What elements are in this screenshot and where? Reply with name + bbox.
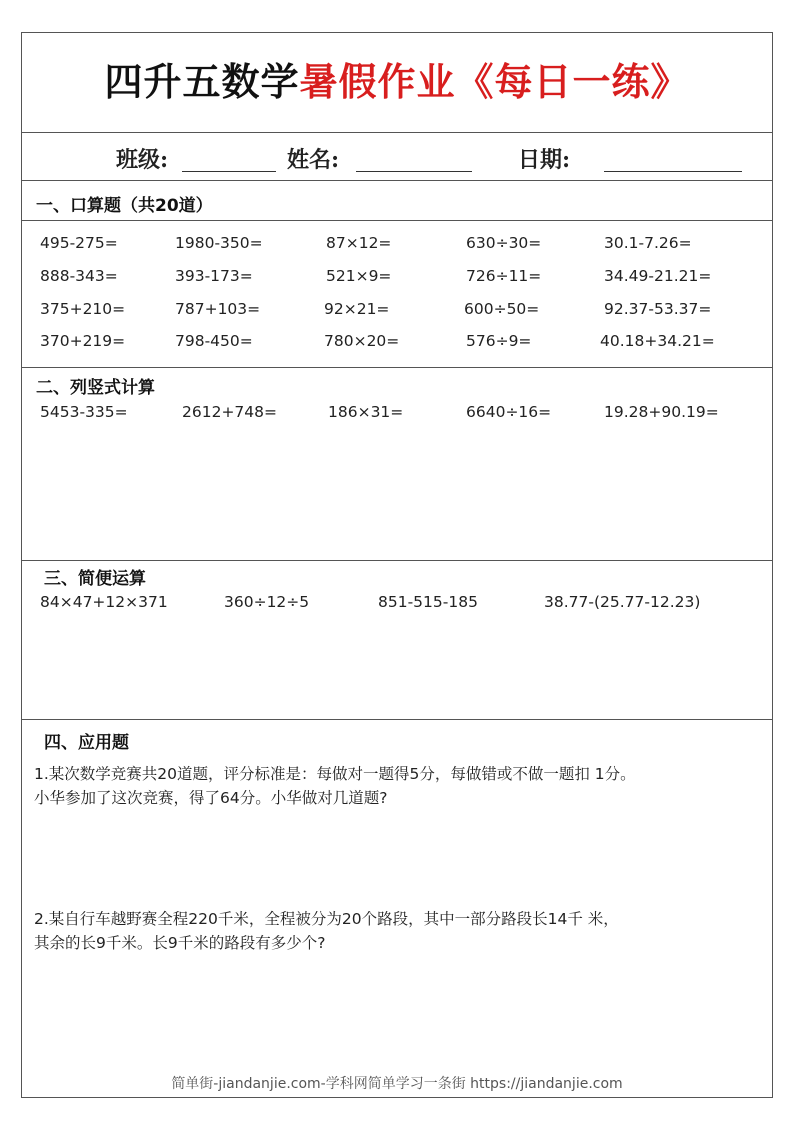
divider <box>22 560 772 561</box>
oral-calc-item: 87×12= <box>326 234 392 252</box>
oral-calc-item: 798-450= <box>175 332 253 350</box>
name-label: 姓名: <box>287 147 340 173</box>
oral-calc-item: 375+210= <box>40 300 126 318</box>
oral-calc-item: 780×20= <box>324 332 400 350</box>
oral-calc-item: 34.49-21.21= <box>604 267 712 285</box>
simplified-calc-item: 84×47+12×371 <box>40 593 168 611</box>
oral-calc-item: 521×9= <box>326 267 392 285</box>
name-blank[interactable] <box>356 171 472 172</box>
oral-calc-item: 30.1-7.26= <box>604 234 692 252</box>
date-label: 日期: <box>518 147 571 173</box>
oral-calc-item: 393-173= <box>175 267 253 285</box>
problem-text-line: 其余的长9千米。长9千米的路段有多少个? <box>34 934 326 952</box>
oral-calc-item: 726÷11= <box>466 267 542 285</box>
class-blank[interactable] <box>182 171 276 172</box>
divider <box>22 367 772 368</box>
oral-calc-item: 600÷50= <box>464 300 540 318</box>
section-1-title: 一、口算题（共20道） <box>36 196 213 216</box>
worksheet-title <box>22 51 772 106</box>
oral-calc-item: 576÷9= <box>466 332 532 350</box>
student-info-row <box>22 133 772 179</box>
worksheet <box>21 32 773 1098</box>
vertical-calc-item: 19.28+90.19= <box>604 403 719 421</box>
oral-calc-item: 370+219= <box>40 332 126 350</box>
oral-calc-item: 630÷30= <box>466 234 542 252</box>
section-4-title: 四、应用题 <box>44 733 129 753</box>
problem-text-line: 2.某自行车越野赛全程220千米，全程被分为20个路段，其中一部分路段长14千 米， <box>34 910 619 928</box>
oral-calc-item: 92.37-53.37= <box>604 300 712 318</box>
problem-text-line: 小华参加了这次竞赛，得了64分。小华做对几道题? <box>34 789 388 807</box>
oral-calc-item: 787+103= <box>175 300 261 318</box>
oral-calc-item: 495-275= <box>40 234 118 252</box>
oral-calc-item: 888-343= <box>40 267 118 285</box>
oral-calc-item: 1980-350= <box>175 234 263 252</box>
divider <box>22 220 772 221</box>
title-main: 四升五数学 <box>104 60 300 104</box>
problem-text-line: 1.某次数学竞赛共20道题，评分标准是：每做对一题得5分，每做错或不做一题扣 1分。 <box>34 765 636 783</box>
vertical-calc-item: 5453-335= <box>40 403 128 421</box>
oral-calc-item: 40.18+34.21= <box>600 332 715 350</box>
section-3-title: 三、简便运算 <box>44 569 146 589</box>
divider <box>22 180 772 181</box>
divider <box>22 719 772 720</box>
simplified-calc-item: 38.77-(25.77-12.23) <box>544 593 701 611</box>
vertical-calc-item: 6640÷16= <box>466 403 552 421</box>
vertical-calc-item: 2612+748= <box>182 403 278 421</box>
vertical-calc-item: 186×31= <box>328 403 404 421</box>
class-label: 班级: <box>116 147 169 173</box>
oral-calc-item: 92×21= <box>324 300 390 318</box>
date-blank[interactable] <box>604 171 742 172</box>
word-problem-1 <box>34 762 774 810</box>
simplified-calc-item: 360÷12÷5 <box>224 593 310 611</box>
word-problem-2 <box>34 907 774 955</box>
simplified-calc-item: 851-515-185 <box>378 593 478 611</box>
title-highlight: 暑假作业《每日一练》 <box>299 60 690 104</box>
section-2-title: 二、列竖式计算 <box>36 378 155 398</box>
footer-watermark: 简单街-jiandanjie.com-学科网简单学习一条街 https://jiandanjie.com <box>171 1076 623 1092</box>
